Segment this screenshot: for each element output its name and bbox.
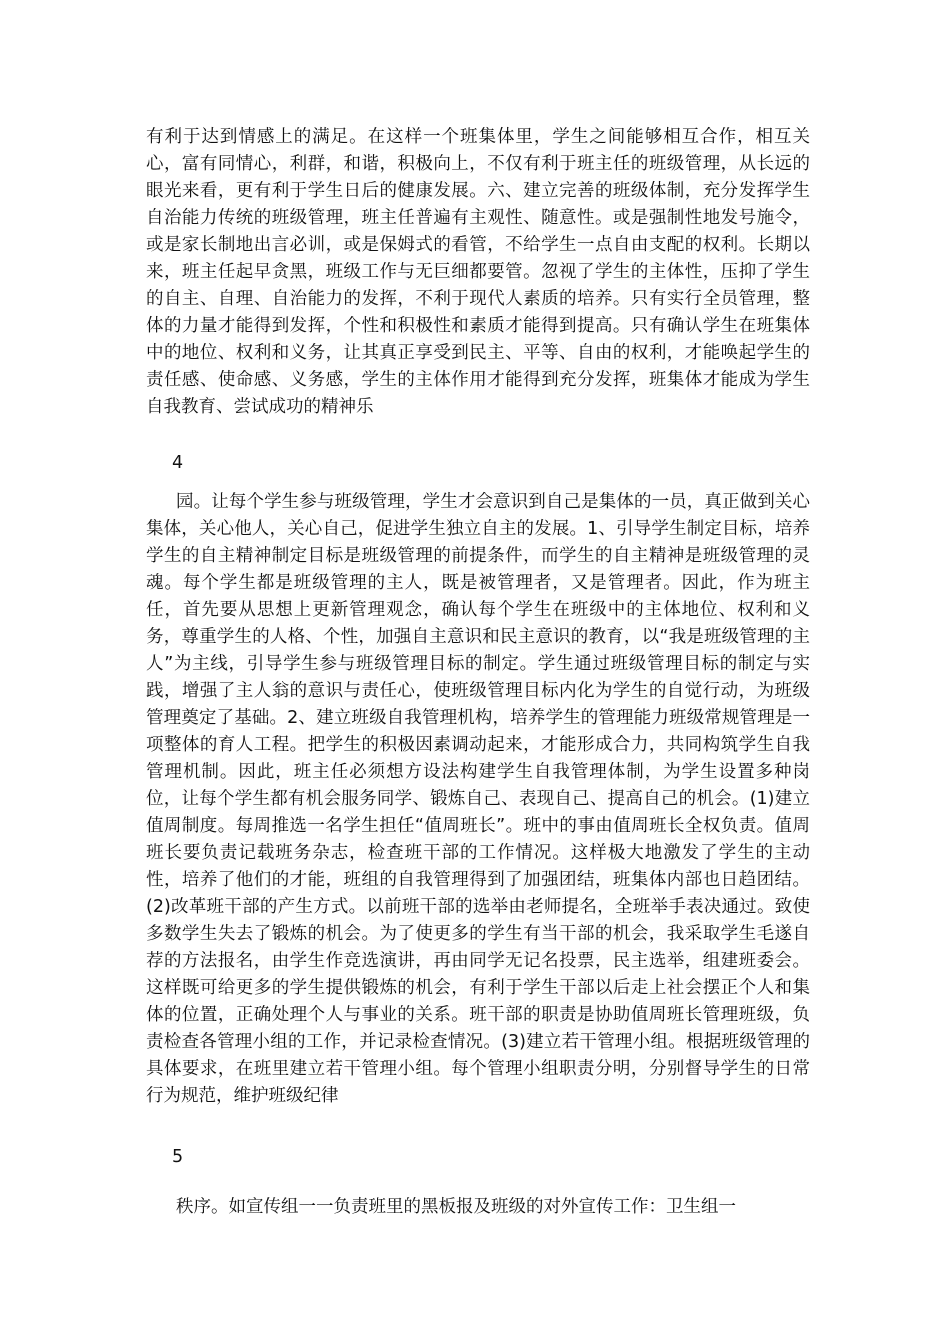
paragraph-1: 有利于达到情感上的满足。在这样一个班集体里，学生之间能够相互合作，相互关心，富有同情心，利群，和谐，积极向上，不仅有利于班主任的班级管理，从长远的眼光来看，更有利于学生日后的健康发展。六、建立完善的班级体制，充分发挥学生自治能力传统的班级管理，班主任普遍有主观性、随意性。或是强制性地发号施令，或是家长制地出言必训，或是保姆式的看管，不给学生一点自由支配的权利。长期以来，班主任起早贪黑，班级工作与无巨细都要管。忽视了学生的主体性，压抑了学生的自主、自理、自治能力的发挥，不利于现代人素质的培养。只有实行全员管理，整体的力量才能得到发挥，个性和积极性和素质才能得到提高。只有确认学生在班集体中的地位、权利和义务，让其真正享受到民主、平等、自由的权利，才能唤起学生的责任感、使命感、义务感，学生的主体作用才能得到充分发挥，班集体才能成为学生自我教育、尝试成功的精神乐 [146,127,810,417]
paragraph-3: 秩序。如宣传组一一负责班里的黑板报及班级的对外宣传工作：卫生组一 [176,1197,736,1217]
page-number-5: 5 [172,1147,184,1167]
paragraph-2: 园。让每个学生参与班级管理，学生才会意识到自己是集体的一员，真正做到关心集体，关心他人，关心自己，促进学生独立自主的发展。1、引导学生制定目标，培养学生的自主精神制定目标是班级管理的前提条件，而学生的自主精神是班级管理的灵魂。每个学生都是班级管理的主人，既是被管理者，又是管理者。因此，作为班主任，首先要从思想上更新管理观念，确认每个学生在班级中的主体地位、权利和义务，尊重学生的人格、个性，加强自主意识和民主意识的教育，以“我是班级管理的主人”为主线，引导学生参与班级管理目标的制定。学生通过班级管理目标的制定与实践，增强了主人翁的意识与责任心，使班级管理目标内化为学生的自觉行动，为班级管理奠定了基础。2、建立班级自我管理机构，培养学生的管理能力班级常规管理是一项整体的育人工程。把学生的积极因素调动起来，才能形成合力，共同构筑学生自我管理机制。因此，班主任必须想方设法构建学生自我管理体制，为学生设置多种岗位，让每个学生都有机会服务同学、锻炼自己、表现自己、提高自己的机会。(1)建立值周制度。每周推选一名学生担任“值周班长”。班中的事由值周班长全权负责。值周班长要负责记载班务杂志，检查班干部的工作情况。这样极大地激发了学生的主动性，培养了他们的才能，班组的自我管理得到了加强团结，班集体内部也日趋团结。(2)改革班干部的产生方式。以前班干部的选举由老师提名，全班举手表决通过。致使多数学生失去了锻炼的机会。为了使更多的学生有当干部的机会，我采取学生毛遂自荐的方法报名，由学生作竞选演讲，再由同学无记名投票，民主选举，组建班委会。这样既可给更多的学生提供锻炼的机会，有利于学生干部以后走上社会摆正个人和集体的位置，正确处理个人与事业的关系。班干部的职责是协助值周班长管理班级，负责检查各管理小组的工作，并记录检查情况。(3)建立若干管理小组。根据班级管理的具体要求，在班里建立若干管理小组。每个管理小组职责分明，分别督导学生的日常行为规范，维护班级纪律 [146,492,810,1106]
page-number-4: 4 [172,453,184,473]
